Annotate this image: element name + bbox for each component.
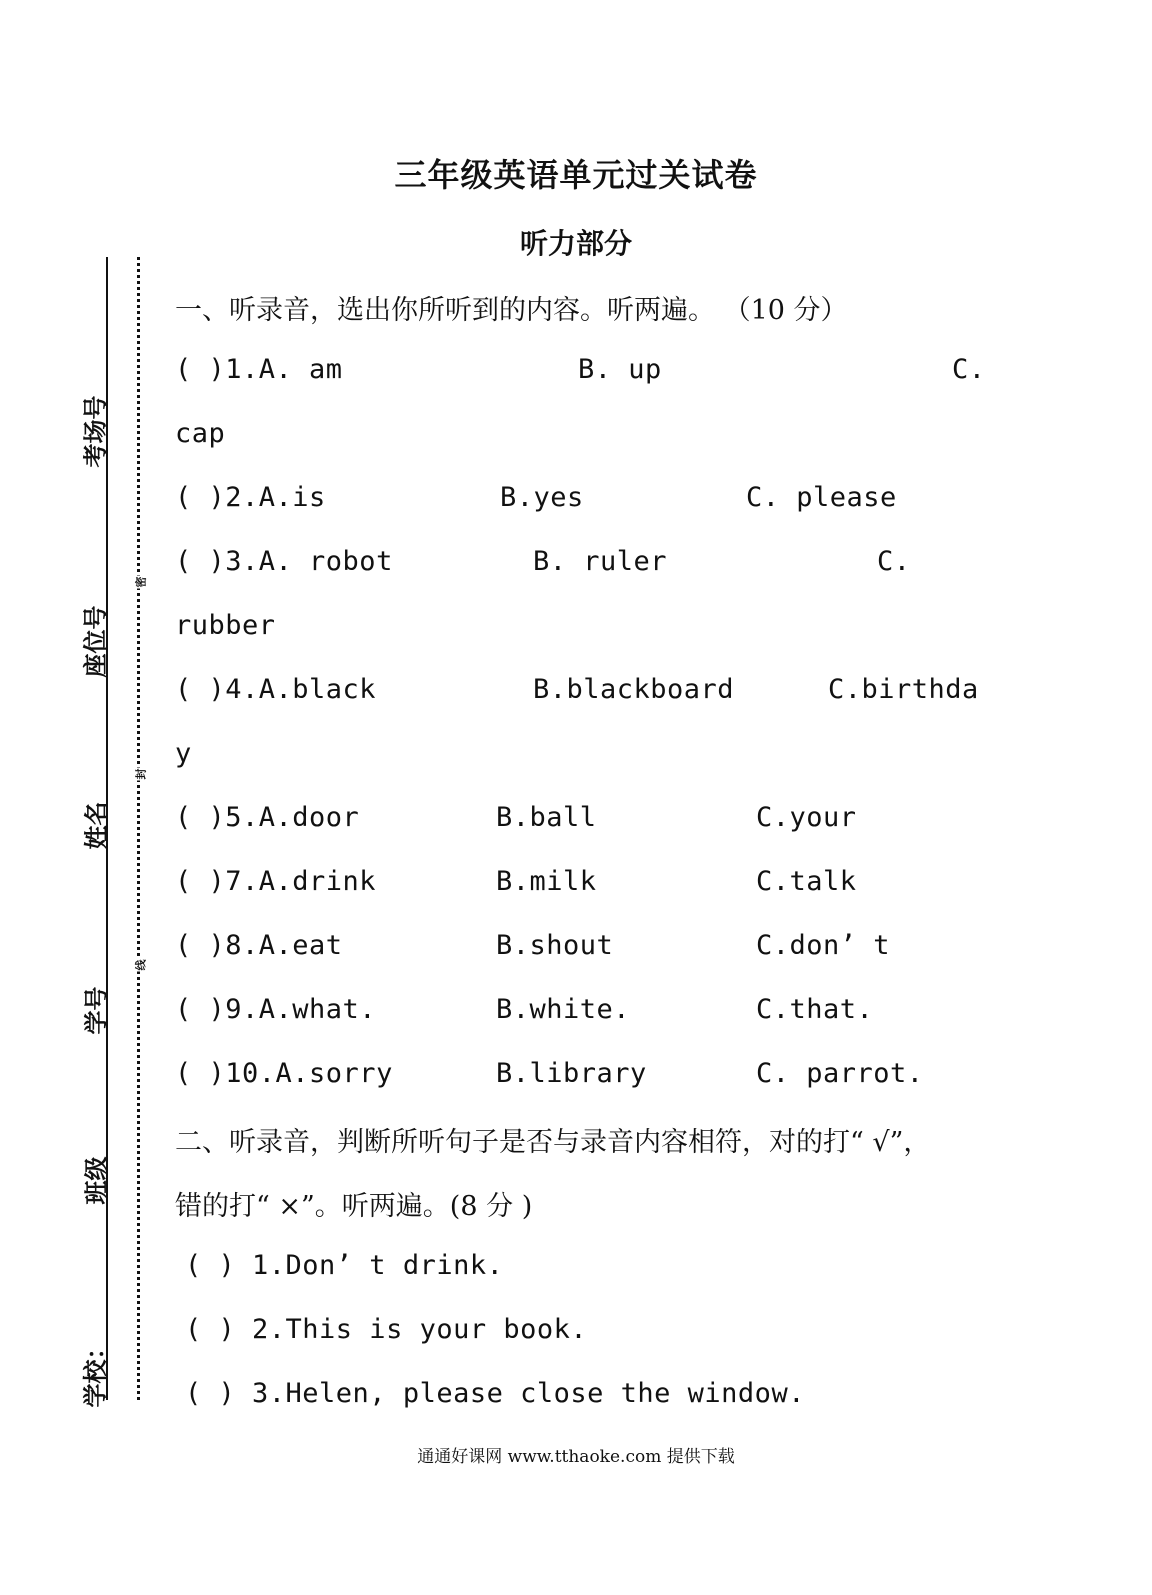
question-3-a: ( )3.A. robot	[175, 546, 393, 577]
cut-mark-feng: 封	[134, 768, 148, 780]
judge-item-3: ( ) 3.Helen, please close the window.	[185, 1378, 805, 1409]
question-2-a: ( )2.A.is	[175, 482, 326, 513]
judge-item-2: ( ) 2.This is your book.	[185, 1314, 588, 1345]
question-1-c: C.	[952, 354, 986, 385]
field-seat-label: 座位号	[81, 605, 110, 678]
section2-heading-line2: 错的打“ ×”。听两遍。(8 分 )	[175, 1191, 533, 1222]
section2-heading-line1: 二、听录音，判断所听句子是否与录音内容相符，对的打“ √”，	[175, 1127, 931, 1158]
question-2-b: B.yes	[500, 482, 584, 513]
question-9-c: C.that.	[756, 994, 874, 1025]
question-1-wrap: cap	[175, 418, 226, 449]
field-school-label: 学校：	[81, 1335, 110, 1408]
question-4-c: C.birthda	[828, 674, 979, 705]
question-1-b: B. up	[578, 354, 662, 385]
binding-dotted-line	[137, 257, 140, 1400]
cut-mark-xian: 线	[134, 959, 148, 971]
question-4-wrap: y	[175, 738, 192, 769]
question-7-b: B.milk	[496, 866, 597, 897]
question-5-a: ( )5.A.door	[175, 802, 360, 833]
question-5-c: C.your	[756, 802, 857, 833]
field-name-label: 姓名	[82, 801, 111, 850]
field-class-label: 班级	[82, 1156, 111, 1205]
cut-mark-mi: 密	[134, 576, 148, 588]
question-5-b: B.ball	[496, 802, 597, 833]
question-2-c: C. please	[746, 482, 897, 513]
question-9-b: B.white.	[496, 994, 631, 1025]
field-exam-room-label: 考场号	[81, 395, 110, 468]
judge-item-1: ( ) 1.Don’ t drink.	[185, 1250, 504, 1281]
footer-credit: 通通好课网 www.tthaoke.com 提供下载	[417, 1447, 735, 1467]
question-1-a: ( )1.A. am	[175, 354, 343, 385]
question-9-a: ( )9.A.what.	[175, 994, 377, 1025]
question-3-c: C.	[877, 546, 911, 577]
question-10-c: C. parrot.	[756, 1058, 924, 1089]
question-7-c: C.talk	[756, 866, 857, 897]
question-3-wrap: rubber	[175, 610, 276, 641]
question-3-b: B. ruler	[533, 546, 668, 577]
question-8-c: C.don’ t	[756, 930, 891, 961]
question-7-a: ( )7.A.drink	[175, 866, 377, 897]
question-8-a: ( )8.A.eat	[175, 930, 343, 961]
question-10-a: ( )10.A.sorry	[175, 1058, 393, 1089]
field-student-id-label: 学号	[82, 986, 111, 1035]
section-subtitle: 听力部分	[519, 227, 632, 260]
question-8-b: B.shout	[496, 930, 614, 961]
question-4-b: B.blackboard	[533, 674, 735, 705]
page-title: 三年级英语单元过关试卷	[394, 156, 758, 194]
question-10-b: B.library	[496, 1058, 647, 1089]
section1-heading: 一、听录音，选出你所听到的内容。听两遍。 （10 分）	[175, 295, 848, 326]
question-4-a: ( )4.A.black	[175, 674, 377, 705]
